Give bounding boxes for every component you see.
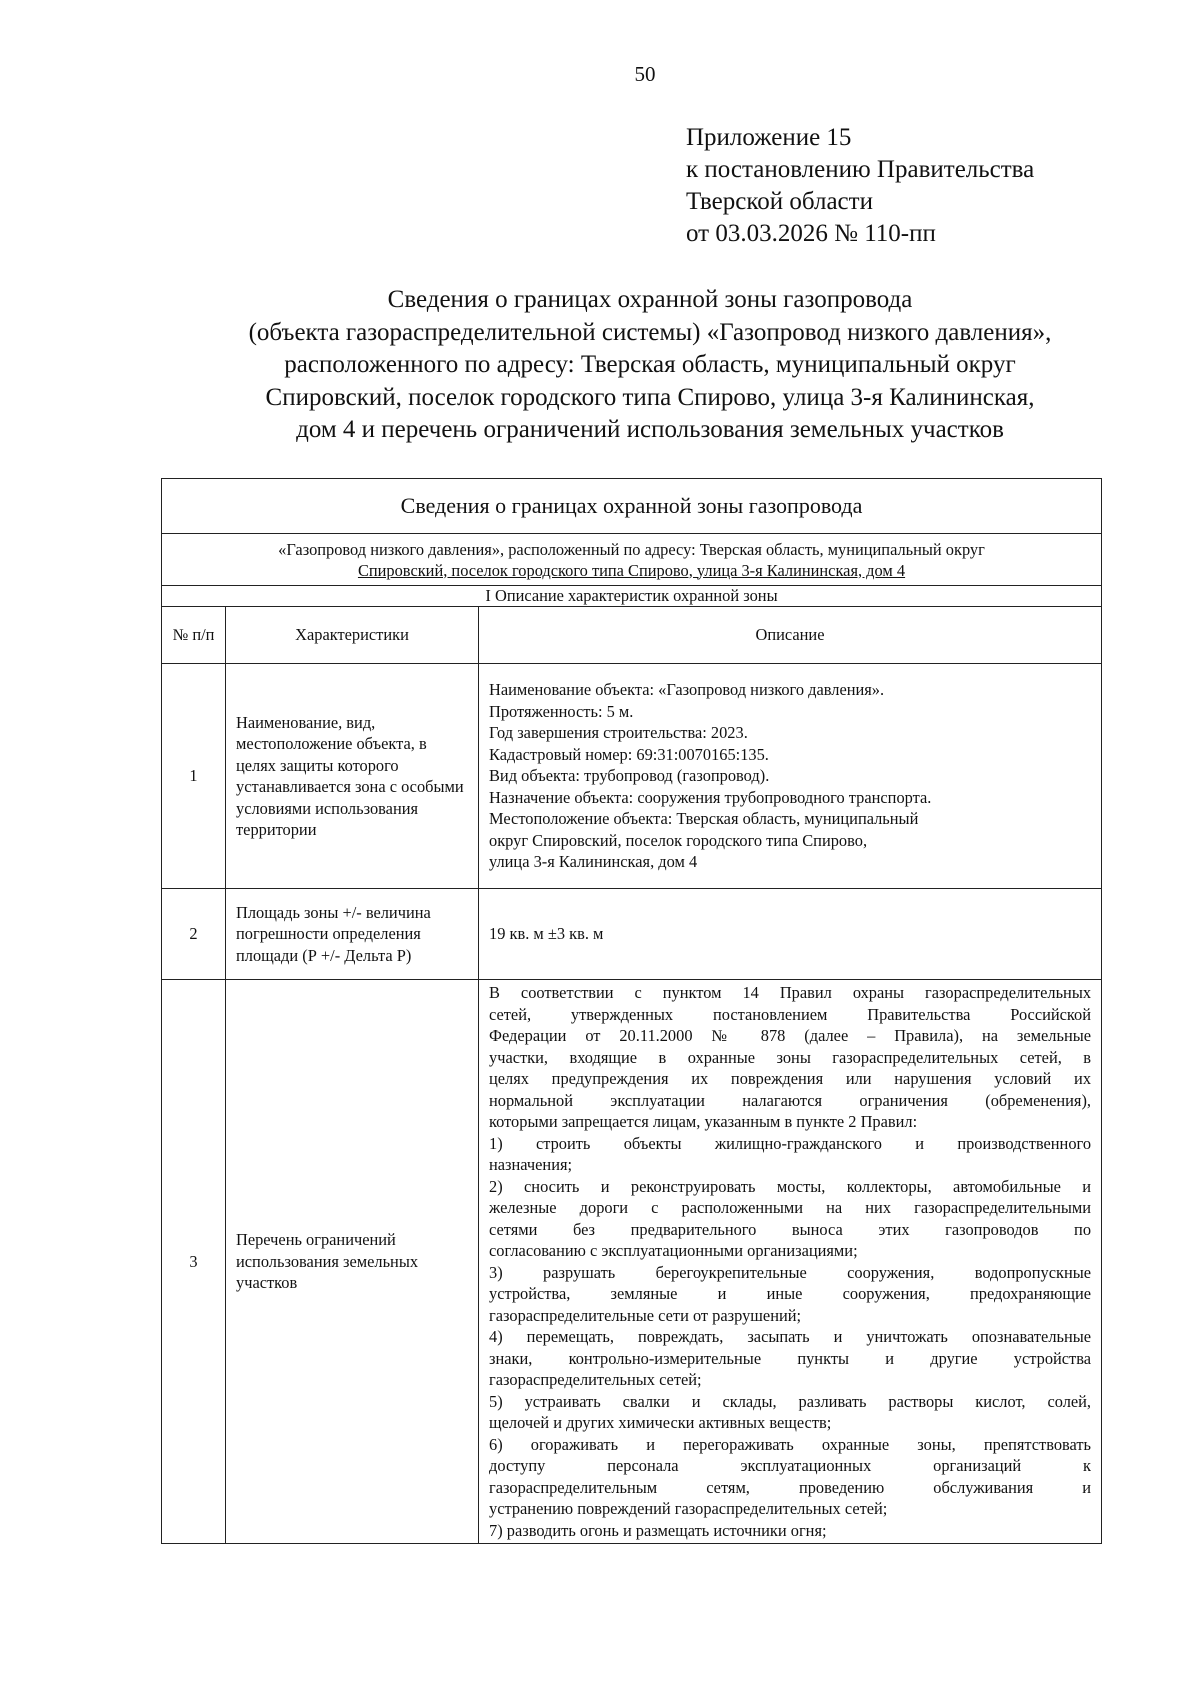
title-line: Сведения о границах охранной зоны газопровода — [387, 286, 913, 313]
description-line: 5) устраивать свалки и склады, разливать растворы кислот, солей, — [489, 1391, 1092, 1411]
description-line: Местоположение объекта: Тверская область, муниципальный — [489, 809, 919, 829]
appendix-block — [686, 122, 1034, 250]
description-line: нормальной эксплуатации налагаются ограничения (обременения), — [489, 1090, 1092, 1110]
description-line: сетей, утвержденных постановлением Правительства Российской — [489, 1004, 1092, 1024]
description-line: Федерации от 20.11.2000 № 878 (далее – Правила), на земельные — [489, 1026, 1092, 1045]
description-line: которыми запрещается лицам, указанным в пункте 2 Правил: — [489, 1112, 918, 1131]
row-number: 2 — [162, 889, 226, 980]
table-heading-row — [162, 479, 1102, 534]
appendix-line: Тверской области — [686, 188, 873, 215]
row-description — [479, 664, 1102, 889]
description-line: Вид объекта: трубопровод (газопровод). — [489, 766, 770, 786]
description-line: целях предупреждения их повреждения или нарушения условий их — [489, 1069, 1092, 1088]
description-line: железные дороги с расположенными на них газораспределительными — [489, 1198, 1092, 1217]
description-line: согласованию с эксплуатационными организациями; — [489, 1241, 858, 1260]
table-object-row — [162, 534, 1102, 586]
table-heading: Сведения о границах охранной зоны газопровода — [162, 479, 1102, 534]
table-row — [162, 889, 1102, 980]
description-line: 2) сносить и реконструировать мосты, коллекторы, автомобильные и — [489, 1176, 1092, 1196]
column-header-characteristics: Характеристики — [226, 607, 479, 664]
description-line: Кадастровый номер: 69:31:0070165:135. — [489, 744, 769, 764]
table-row — [162, 664, 1102, 889]
description-line: газораспределительным сетям, проведению обслуживания и — [489, 1477, 1092, 1497]
title-line: расположенного по адресу: Тверская область, муниципальный округ — [284, 351, 1016, 378]
document-title — [150, 284, 1150, 447]
description-line: щелочей и других химически активных веществ; — [489, 1413, 832, 1432]
object-line: Спировский, поселок городского типа Спирово, улица 3-я Калининская, дом 4 — [357, 560, 906, 580]
appendix-line: к постановлению Правительства — [686, 156, 1035, 183]
row-number: 1 — [162, 664, 226, 889]
title-line: Спировский, поселок городского типа Спирово, улица 3-я Калининская, — [265, 383, 1035, 411]
description-line: участки, входящие в охранные зоны газораспределительных сетей, в — [489, 1047, 1092, 1067]
row-description — [479, 889, 1102, 980]
description-line: улица 3-я Калининская, дом 4 — [489, 852, 698, 872]
description-line: газораспределительных сетей; — [489, 1370, 702, 1389]
row-characteristics: Перечень ограничений использования земельных участков — [226, 980, 479, 1544]
description-line: газораспределительные сети от разрушений; — [489, 1305, 802, 1325]
table-column-headers — [162, 607, 1102, 664]
table-object-caption — [162, 534, 1102, 586]
description-line: знаки, контрольно-измерительные пункты и другие устройства — [489, 1348, 1092, 1368]
row-characteristics: Наименование, вид, местоположение объекта, в целях защиты которого устанавливается зона с особыми условиями использования территории — [226, 664, 479, 889]
title-line: дом 4 и перечень ограничений использования земельных участков — [296, 416, 1004, 443]
row-description — [479, 980, 1102, 1544]
description-line: В соответствии с пунктом 14 Правил охраны газораспределительных — [489, 983, 1092, 1002]
description-line: доступу персонала эксплуатационных организаций к — [489, 1456, 1092, 1475]
description-line: 7) разводить огонь и размещать источники огня; — [489, 1520, 827, 1540]
description-line: Наименование объекта: «Газопровод низкого давления». — [489, 680, 885, 700]
description-line: 3) разрушать берегоукрепительные сооружения, водопропускные — [489, 1262, 1092, 1282]
page-number: 50 — [634, 62, 656, 86]
description-line: назначения; — [489, 1155, 573, 1174]
appendix-line: Приложение 15 — [686, 124, 852, 151]
table-row — [162, 980, 1102, 1544]
description-line: устранению повреждений газораспределительных сетей; — [489, 1499, 888, 1518]
table-section-title: I Описание характеристик охранной зоны — [162, 586, 1102, 607]
row-characteristics: Площадь зоны +/- величина погрешности определения площади (Р +/- Дельта Р) — [226, 889, 479, 980]
description-line: Год завершения строительства: 2023. — [489, 723, 748, 743]
table-section-row — [162, 586, 1102, 607]
description-line: Протяженность: 5 м. — [489, 701, 634, 721]
title-line: (объекта газораспределительной системы) «Газопровод низкого давления», — [248, 318, 1052, 346]
object-line: «Газопровод низкого давления», расположенный по адресу: Тверская область, муниципальный округ — [278, 539, 985, 559]
description-line: Назначение объекта: сооружения трубопроводного транспорта. — [489, 787, 932, 807]
description-line: 6) огораживать и перегораживать охранные зоны, препятствовать — [489, 1434, 1092, 1454]
description-line: сетями без предварительного выноса этих газопроводов по — [489, 1219, 1092, 1239]
appendix-line: от 03.03.2026 № 110-пп — [686, 220, 936, 247]
description-line: округ Спировский, поселок городского типа Спирово, — [489, 830, 868, 850]
zone-table — [161, 478, 1102, 1544]
description-line: устройства, земляные и иные сооружения, предохраняющие — [489, 1284, 1092, 1303]
column-header-num: № п/п — [162, 607, 226, 664]
description-line: 19 кв. м ±3 кв. м — [489, 924, 604, 944]
description-line: 4) перемещать, повреждать, засыпать и уничтожать опознавательные — [489, 1327, 1092, 1346]
column-header-description: Описание — [479, 607, 1102, 664]
row-number: 3 — [162, 980, 226, 1544]
description-line: 1) строить объекты жилищно-гражданского и производственного — [489, 1133, 1092, 1153]
